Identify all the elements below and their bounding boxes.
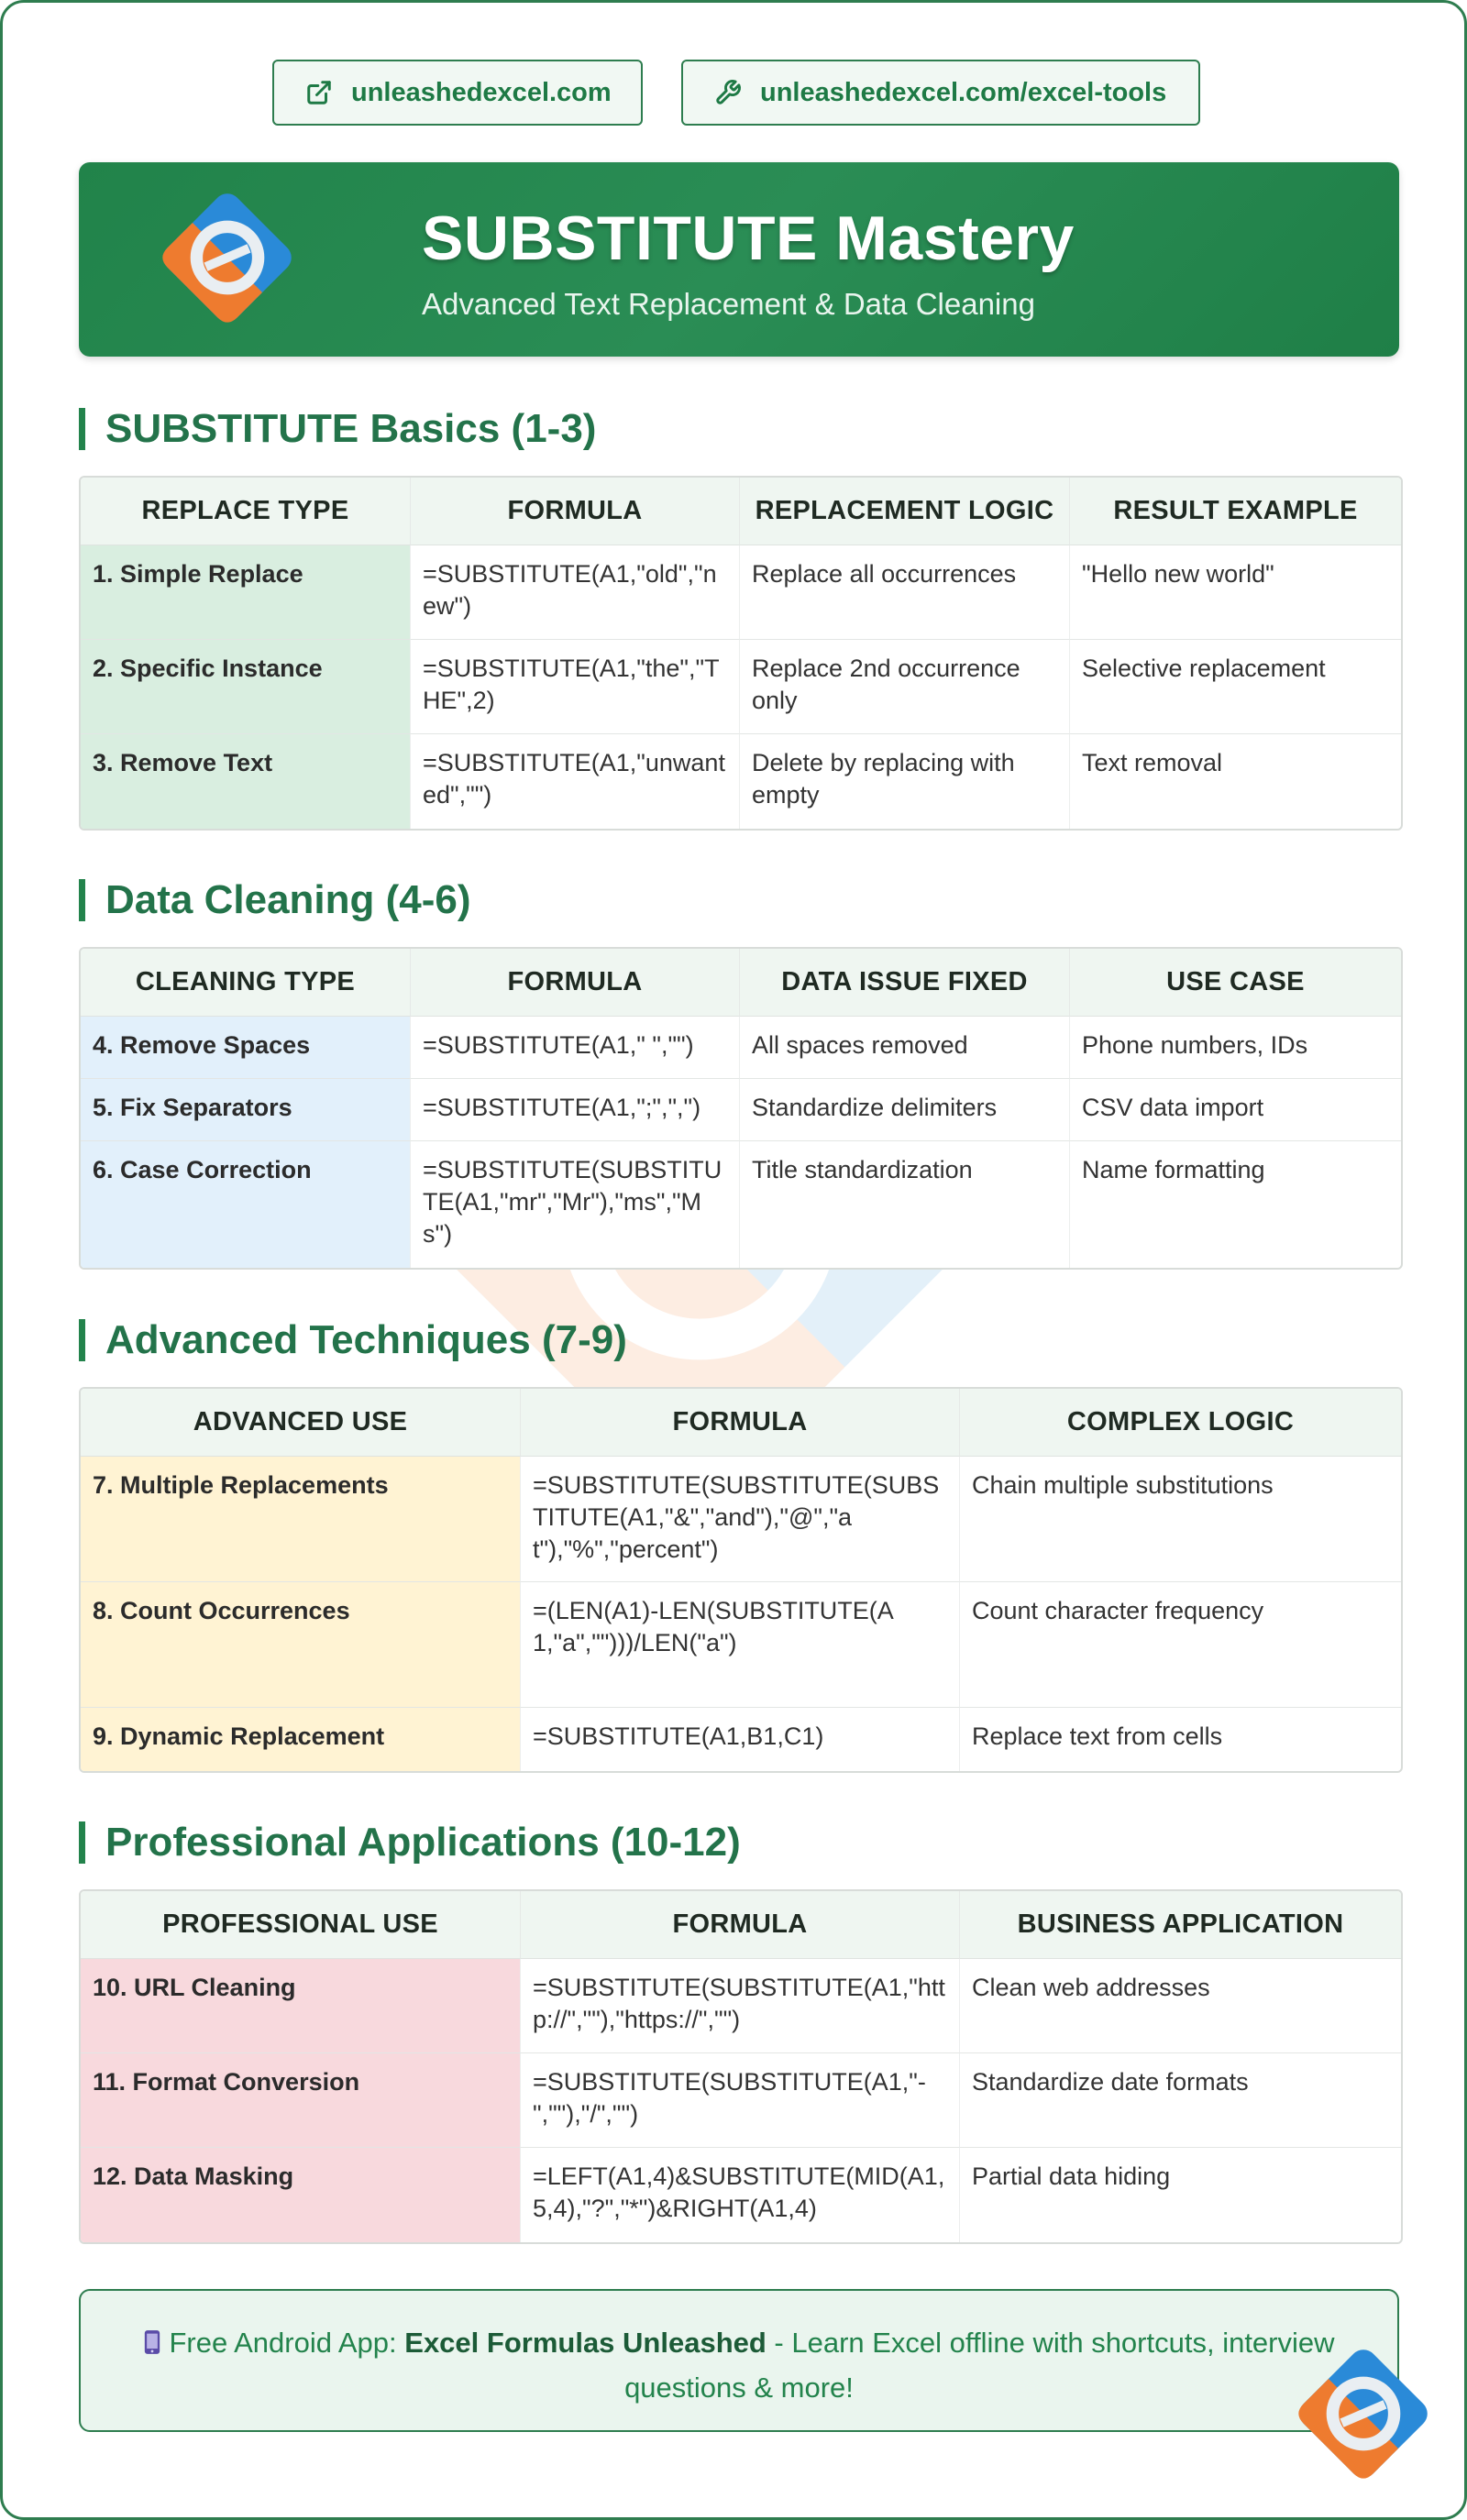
brand-logo-icon — [150, 181, 304, 335]
formula-cell: =SUBSTITUTE(SUBSTITUTE(SUBSTITUTE(A1,"&","and"),"@","at"),"%","percent") — [521, 1457, 960, 1582]
logic-cell: Count character frequency — [960, 1582, 1401, 1708]
table-row — [81, 1141, 1401, 1268]
formula-cell: =SUBSTITUTE(SUBSTITUTE(A1,"mr","Mr"),"ms","Ms") — [411, 1141, 740, 1268]
section-title-cleaning: Data Cleaning (4-6) — [79, 879, 471, 921]
app-promo-banner[interactable] — [79, 2289, 1399, 2432]
application-cell: Partial data hiding — [972, 2162, 1171, 2190]
promo-app-name: Excel Formulas Unleashed — [404, 2327, 767, 2359]
formula-cell: =SUBSTITUTE(A1,"old","new") — [411, 545, 740, 640]
column-header: USE CASE — [1070, 949, 1401, 1017]
logic-cell: Replace text from cells — [972, 1722, 1223, 1750]
application-cell: Clean web addresses — [960, 1959, 1401, 2053]
example-cell: "Hello new world" — [1070, 545, 1401, 640]
section-title-professional: Professional Applications (10-12) — [79, 1821, 741, 1864]
corner-logo-icon — [1286, 2337, 1440, 2491]
table-row — [81, 734, 1401, 829]
column-header: FORMULA — [521, 1389, 960, 1457]
use-case-cell: Name formatting — [1082, 1156, 1265, 1183]
issue-cell: All spaces removed — [740, 1017, 1070, 1079]
advanced-table — [79, 1387, 1403, 1773]
column-header: BUSINESS APPLICATION — [960, 1891, 1401, 1959]
table-row — [81, 640, 1401, 734]
column-header: PROFESSIONAL USE — [81, 1891, 521, 1959]
column-header: DATA ISSUE FIXED — [740, 949, 1070, 1017]
row-label: 4. Remove Spaces — [81, 1017, 411, 1079]
row-label: 7. Multiple Replacements — [81, 1457, 521, 1582]
table-row — [81, 1017, 1401, 1079]
formula-cell: =SUBSTITUTE(SUBSTITUTE(A1,"-",""),"/","") — [521, 2053, 960, 2148]
table-row — [81, 2053, 1401, 2148]
row-label: 10. URL Cleaning — [81, 1959, 521, 2053]
column-header: CLEANING TYPE — [81, 949, 411, 1017]
mobile-phone-icon — [143, 2325, 161, 2367]
issue-cell: Title standardization — [740, 1141, 1070, 1268]
table-row — [81, 1079, 1401, 1141]
row-label: 12. Data Masking — [81, 2148, 521, 2242]
formula-cell: =SUBSTITUTE(A1,B1,C1) — [521, 1708, 960, 1771]
column-header: COMPLEX LOGIC — [960, 1389, 1401, 1457]
external-link-icon — [305, 79, 333, 106]
column-header: FORMULA — [411, 478, 740, 545]
basics-table — [79, 476, 1403, 831]
row-label: 1. Simple Replace — [81, 545, 411, 640]
formula-cell: =(LEN(A1)-LEN(SUBSTITUTE(A1,"a","")))/LEN("a") — [521, 1582, 960, 1708]
row-label: 3. Remove Text — [81, 734, 411, 829]
promo-prefix: Free Android App: — [169, 2327, 405, 2359]
excel-tools-link-label: unleashedexcel.com/excel-tools — [760, 77, 1167, 107]
wrench-icon — [714, 79, 742, 106]
row-label: 11. Format Conversion — [81, 2053, 521, 2148]
column-header: REPLACE TYPE — [81, 478, 411, 545]
website-link-label: unleashedexcel.com — [351, 77, 612, 107]
logic-cell: Chain multiple substitutions — [960, 1457, 1401, 1582]
top-links — [3, 60, 1467, 126]
section-title-basics: SUBSTITUTE Basics (1-3) — [79, 408, 596, 450]
page-title: SUBSTITUTE Mastery — [422, 204, 1075, 273]
row-label: 6. Case Correction — [81, 1141, 411, 1268]
formula-cell: =SUBSTITUTE(A1,"unwanted","") — [411, 734, 740, 829]
column-header: ADVANCED USE — [81, 1389, 521, 1457]
logic-cell: Replace all occurrences — [740, 545, 1070, 640]
formula-cell: =SUBSTITUTE(A1," ","") — [411, 1017, 740, 1079]
promo-suffix: - Learn Excel offline with shortcuts, interview questions & more! — [624, 2327, 1335, 2404]
logic-cell: Replace 2nd occurrence only — [740, 640, 1070, 734]
table-row — [81, 1959, 1401, 2053]
excel-tools-link[interactable] — [681, 60, 1200, 126]
section-title-advanced: Advanced Techniques (7-9) — [79, 1319, 627, 1361]
table-row — [81, 2148, 1401, 2242]
column-header: RESULT EXAMPLE — [1070, 478, 1401, 545]
formula-cell: =SUBSTITUTE(SUBSTITUTE(A1,"http://",""),"https://","") — [521, 1959, 960, 2053]
page-subtitle: Advanced Text Replacement & Data Cleaning — [422, 287, 1035, 321]
row-label: 2. Specific Instance — [81, 640, 411, 734]
formula-cell: =SUBSTITUTE(A1,";",",") — [411, 1079, 740, 1141]
issue-cell: Standardize delimiters — [740, 1079, 1070, 1141]
cleaning-table — [79, 947, 1403, 1270]
table-row — [81, 1457, 1401, 1582]
logic-cell: Delete by replacing with empty — [740, 734, 1070, 829]
professional-table — [79, 1889, 1403, 2244]
use-case-cell: Phone numbers, IDs — [1070, 1017, 1401, 1079]
column-header: REPLACEMENT LOGIC — [740, 478, 1070, 545]
example-cell: Selective replacement — [1070, 640, 1401, 734]
formula-cell: =SUBSTITUTE(A1,"the","THE",2) — [411, 640, 740, 734]
row-label: 9. Dynamic Replacement — [81, 1708, 521, 1771]
table-row — [81, 1708, 1401, 1771]
use-case-cell: CSV data import — [1070, 1079, 1401, 1141]
formula-cell: =LEFT(A1,4)&SUBSTITUTE(MID(A1,5,4),"?","*")&RIGHT(A1,4) — [521, 2148, 960, 2242]
header-banner — [79, 162, 1399, 357]
row-label: 8. Count Occurrences — [81, 1582, 521, 1708]
website-link[interactable] — [272, 60, 643, 126]
column-header: FORMULA — [521, 1891, 960, 1959]
application-cell: Standardize date formats — [960, 2053, 1401, 2148]
table-row — [81, 1582, 1401, 1708]
row-label: 5. Fix Separators — [81, 1079, 411, 1141]
column-header: FORMULA — [411, 949, 740, 1017]
example-cell: Text removal — [1082, 749, 1223, 776]
table-row — [81, 545, 1401, 640]
